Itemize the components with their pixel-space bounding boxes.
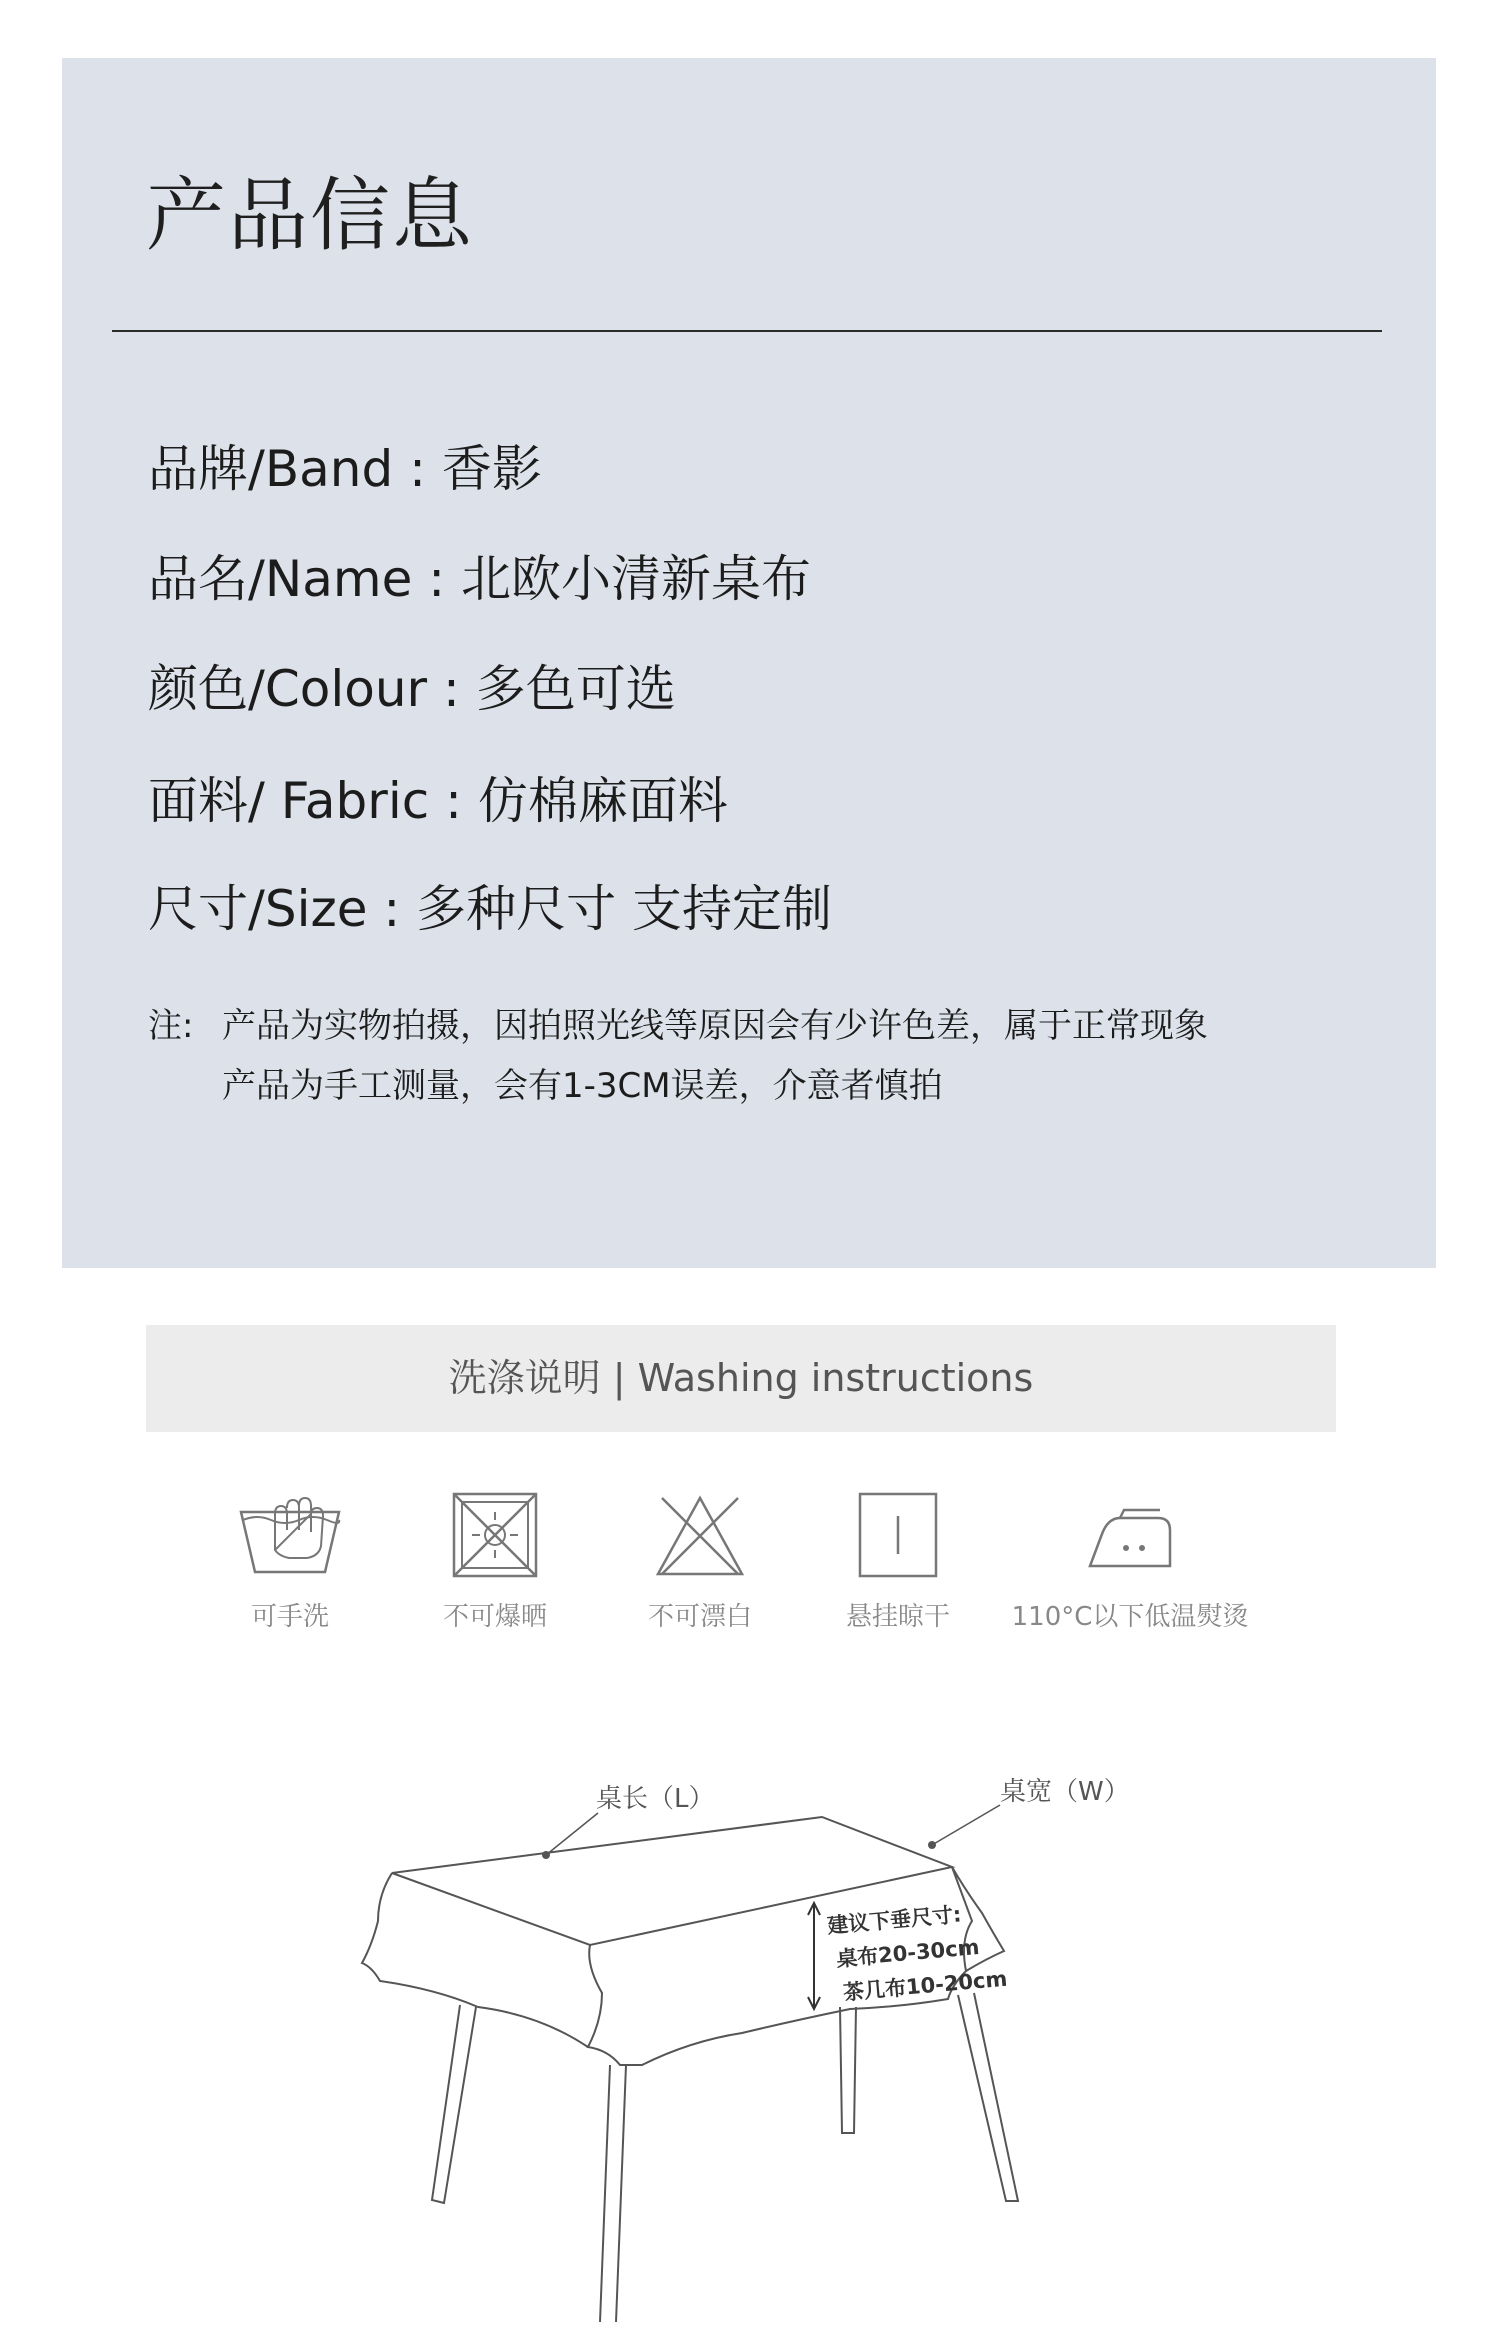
fabric-label: 面料/ Fabric : <box>148 772 462 830</box>
table-width-label: 桌宽（W） <box>1000 1777 1130 1807</box>
wash-label: 悬挂晾干 <box>845 1602 950 1632</box>
wash-label: 可手洗 <box>250 1602 329 1632</box>
washing-title: 洗涤说明 | Washing instructions <box>448 1356 1034 1400</box>
name-label: 品名/Name : <box>148 550 446 608</box>
fabric-value: 仿棉麻面料 <box>477 772 728 830</box>
size-value: 多种尺寸 支持定制 <box>416 880 833 938</box>
drape-title: 建议下垂尺寸: <box>826 1902 963 1938</box>
wash-item-iron <box>990 1490 1270 1633</box>
wash-item-no-bleach <box>595 1490 805 1633</box>
hand-wash-icon <box>235 1490 345 1580</box>
tablecloth-illustration <box>340 1745 1140 2322</box>
info-row-brand <box>148 440 542 498</box>
drape-table: 桌布20-30cm <box>835 1934 981 1972</box>
info-row-size <box>148 880 833 938</box>
line-dry-icon <box>856 1490 940 1580</box>
info-row-colour <box>148 660 676 718</box>
name-value: 北欧小清新桌布 <box>461 550 812 608</box>
no-bleach-icon <box>652 1490 748 1580</box>
wash-item-hand-wash <box>185 1490 395 1633</box>
wash-label: 不可漂白 <box>647 1602 752 1632</box>
title-divider <box>112 330 1382 332</box>
colour-value: 多色可选 <box>475 660 676 718</box>
note-label: 注: <box>148 1006 194 1046</box>
note-line: 产品为手工测量，会有1-3CM误差，介意者慎拍 <box>222 1066 943 1106</box>
wash-item-line-dry <box>793 1490 1003 1633</box>
no-sun-drying-icon <box>450 1490 540 1580</box>
info-row-fabric <box>148 772 728 830</box>
tablecloth-size-diagram <box>340 1745 1140 2322</box>
note-line: 产品为实物拍摄，因拍照光线等原因会有少许色差，属于正常现象 <box>222 1006 1208 1046</box>
wash-item-no-sun <box>390 1490 600 1633</box>
size-label: 尺寸/Size : <box>148 880 401 938</box>
table-length-label: 桌长（L） <box>596 1784 715 1814</box>
washing-header-bar <box>146 1325 1336 1432</box>
info-row-name <box>148 550 812 608</box>
colour-label: 颜色/Colour : <box>148 660 460 718</box>
wash-label: 110°C以下低温熨烫 <box>1011 1602 1249 1632</box>
brand-value: 香影 <box>441 440 542 498</box>
product-info-title: 产品信息 <box>146 169 474 262</box>
brand-label: 品牌/Band : <box>148 440 426 498</box>
drape-coffee-table: 茶几布10-20cm <box>842 1966 1009 2005</box>
product-info-panel <box>62 58 1436 1268</box>
low-iron-icon <box>1080 1490 1180 1580</box>
wash-label: 不可爆晒 <box>442 1602 547 1632</box>
